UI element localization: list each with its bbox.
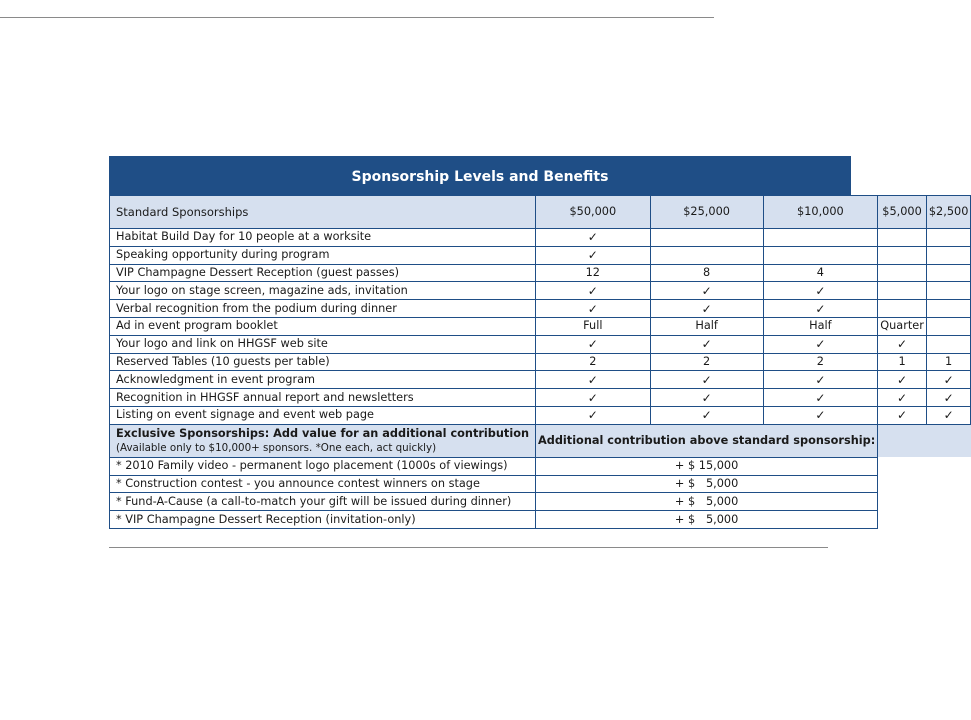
benefit-value bbox=[926, 246, 971, 264]
benefit-row bbox=[110, 300, 971, 318]
benefit-row bbox=[110, 406, 971, 424]
benefit-value bbox=[650, 246, 763, 264]
exclusive-row bbox=[110, 511, 971, 529]
benefit-row bbox=[110, 246, 971, 264]
benefit-value: Half bbox=[650, 317, 763, 335]
contribution-header: Additional contribution above standard sponsorship: bbox=[536, 424, 878, 457]
benefit-value bbox=[878, 264, 927, 282]
benefit-value bbox=[926, 317, 971, 335]
benefit-label: Reserved Tables (10 guests per table) bbox=[110, 353, 536, 371]
check-icon: ✓ bbox=[650, 389, 763, 407]
benefit-row bbox=[110, 317, 971, 335]
check-icon: ✓ bbox=[878, 406, 927, 424]
check-icon: ✓ bbox=[536, 282, 651, 300]
exclusive-amount: + $ 5,000 bbox=[536, 511, 878, 529]
benefit-label: Your logo on stage screen, magazine ads, invitation bbox=[110, 282, 536, 300]
sponsorship-table bbox=[109, 195, 971, 529]
check-icon: ✓ bbox=[650, 282, 763, 300]
check-icon: ✓ bbox=[763, 371, 878, 389]
exclusive-row bbox=[110, 457, 971, 475]
benefit-value bbox=[926, 300, 971, 318]
check-icon: ✓ bbox=[763, 300, 878, 318]
check-icon: ✓ bbox=[926, 406, 971, 424]
benefit-value: 1 bbox=[878, 353, 927, 371]
level-50000: $50,000 bbox=[536, 196, 651, 229]
table-title: Sponsorship Levels and Benefits bbox=[109, 156, 851, 195]
check-icon: ✓ bbox=[926, 371, 971, 389]
check-icon: ✓ bbox=[878, 335, 927, 353]
benefit-value bbox=[878, 246, 927, 264]
bottom-divider bbox=[109, 547, 828, 548]
benefit-value: 4 bbox=[763, 264, 878, 282]
benefit-value bbox=[650, 229, 763, 247]
benefit-value bbox=[926, 229, 971, 247]
check-icon: ✓ bbox=[650, 300, 763, 318]
check-icon: ✓ bbox=[926, 389, 971, 407]
exclusive-amount: + $ 5,000 bbox=[536, 475, 878, 493]
empty-cell bbox=[878, 457, 971, 475]
benefit-row bbox=[110, 229, 971, 247]
benefit-row bbox=[110, 371, 971, 389]
exclusive-amount: + $ 5,000 bbox=[536, 493, 878, 511]
standard-header-row bbox=[110, 196, 971, 229]
level-5000: $5,000 bbox=[878, 196, 927, 229]
empty-cell bbox=[878, 424, 971, 457]
exclusive-header bbox=[110, 424, 536, 457]
benefit-value: 2 bbox=[763, 353, 878, 371]
exclusive-label: * Construction contest - you announce contest winners on stage bbox=[110, 475, 536, 493]
check-icon: ✓ bbox=[536, 300, 651, 318]
benefit-value: 2 bbox=[650, 353, 763, 371]
empty-cell bbox=[878, 493, 971, 511]
benefit-value bbox=[926, 282, 971, 300]
standard-header-label: Standard Sponsorships bbox=[110, 196, 536, 229]
benefit-label: Recognition in HHGSF annual report and newsletters bbox=[110, 389, 536, 407]
exclusive-subtitle: (Available only to $10,000+ sponsors. *One each, act quickly) bbox=[116, 441, 437, 454]
benefit-row bbox=[110, 335, 971, 353]
check-icon: ✓ bbox=[650, 371, 763, 389]
exclusive-amount: + $ 15,000 bbox=[536, 457, 878, 475]
check-icon: ✓ bbox=[650, 406, 763, 424]
check-icon: ✓ bbox=[536, 229, 651, 247]
benefit-value: 8 bbox=[650, 264, 763, 282]
benefit-label: Speaking opportunity during program bbox=[110, 246, 536, 264]
benefit-label: Acknowledgment in event program bbox=[110, 371, 536, 389]
benefit-value bbox=[926, 264, 971, 282]
benefit-label: Habitat Build Day for 10 people at a worksite bbox=[110, 229, 536, 247]
benefit-value bbox=[763, 229, 878, 247]
benefit-value bbox=[926, 335, 971, 353]
benefit-label: Your logo and link on HHGSF web site bbox=[110, 335, 536, 353]
benefit-row bbox=[110, 389, 971, 407]
benefit-value: Full bbox=[536, 317, 651, 335]
benefit-label: Verbal recognition from the podium during dinner bbox=[110, 300, 536, 318]
benefit-value: Half bbox=[763, 317, 878, 335]
benefit-value bbox=[878, 229, 927, 247]
check-icon: ✓ bbox=[763, 335, 878, 353]
check-icon: ✓ bbox=[650, 335, 763, 353]
benefit-label: VIP Champagne Dessert Reception (guest passes) bbox=[110, 264, 536, 282]
benefit-value: 12 bbox=[536, 264, 651, 282]
check-icon: ✓ bbox=[763, 406, 878, 424]
check-icon: ✓ bbox=[536, 246, 651, 264]
exclusive-header-row bbox=[110, 424, 971, 457]
check-icon: ✓ bbox=[536, 371, 651, 389]
benefit-row bbox=[110, 282, 971, 300]
empty-cell bbox=[878, 475, 971, 493]
exclusive-title: Exclusive Sponsorships: Add value for an additional contribution bbox=[116, 426, 529, 440]
check-icon: ✓ bbox=[878, 389, 927, 407]
level-2500: $2,500 bbox=[926, 196, 971, 229]
check-icon: ✓ bbox=[878, 371, 927, 389]
level-25000: $25,000 bbox=[650, 196, 763, 229]
benefit-value bbox=[878, 300, 927, 318]
level-10000: $10,000 bbox=[763, 196, 878, 229]
benefit-value bbox=[763, 246, 878, 264]
exclusive-row bbox=[110, 493, 971, 511]
exclusive-label: * 2010 Family video - permanent logo placement (1000s of viewings) bbox=[110, 457, 536, 475]
benefit-value bbox=[878, 282, 927, 300]
benefit-label: Listing on event signage and event web page bbox=[110, 406, 536, 424]
exclusive-row bbox=[110, 475, 971, 493]
empty-cell bbox=[878, 511, 971, 529]
sponsorship-table-body bbox=[110, 196, 971, 529]
check-icon: ✓ bbox=[536, 389, 651, 407]
check-icon: ✓ bbox=[536, 335, 651, 353]
check-icon: ✓ bbox=[763, 282, 878, 300]
benefit-row bbox=[110, 264, 971, 282]
check-icon: ✓ bbox=[536, 406, 651, 424]
exclusive-label: * VIP Champagne Dessert Reception (invitation-only) bbox=[110, 511, 536, 529]
check-icon: ✓ bbox=[763, 389, 878, 407]
benefit-value: 2 bbox=[536, 353, 651, 371]
benefit-value: 1 bbox=[926, 353, 971, 371]
benefit-label: Ad in event program booklet bbox=[110, 317, 536, 335]
benefit-value: Quarter bbox=[878, 317, 927, 335]
top-divider bbox=[0, 17, 714, 18]
benefit-row bbox=[110, 353, 971, 371]
exclusive-label: * Fund-A-Cause (a call-to-match your gift will be issued during dinner) bbox=[110, 493, 536, 511]
